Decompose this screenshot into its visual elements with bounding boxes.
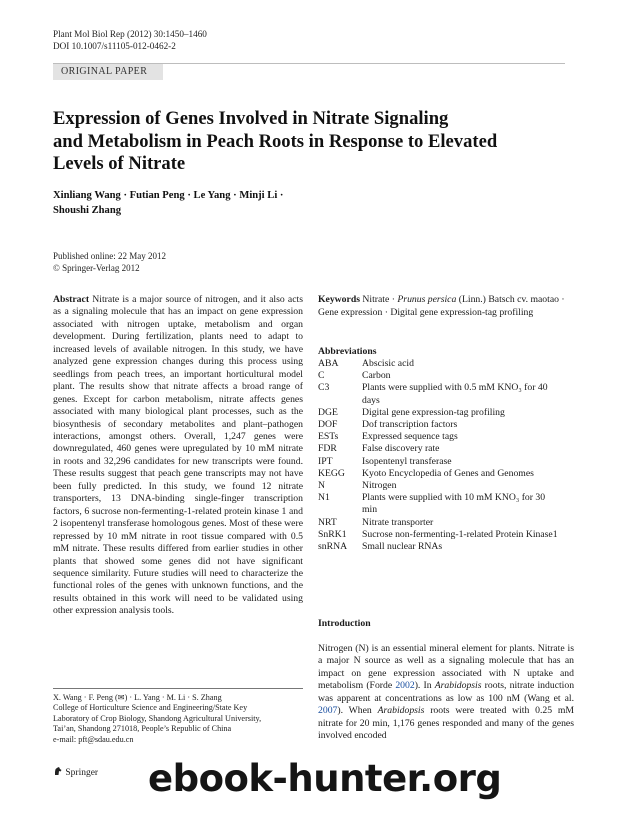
- affiliation: [53, 693, 313, 745]
- springer-knight-icon: [53, 766, 63, 776]
- intro-text: ). In: [414, 680, 432, 692]
- abbreviation-key: snRNA: [318, 541, 348, 553]
- paper-title: [53, 108, 573, 176]
- journal-citation: Plant Mol Biol Rep (2012) 30:1450–1460: [53, 29, 207, 39]
- abbreviation-row: [318, 407, 578, 419]
- introduction-heading: Introduction: [318, 618, 371, 629]
- abbreviation-row: [318, 529, 578, 541]
- abstract-heading: Abstract: [53, 294, 90, 305]
- abbreviation-value: Sucrose non-fermenting-1-related Protein Kinase1: [362, 528, 558, 540]
- abbreviation-row: [318, 541, 578, 553]
- abbreviation-row: [318, 431, 578, 443]
- abbreviation-value: Nitrogen: [362, 480, 397, 492]
- abbreviation-row: [318, 492, 578, 516]
- abbreviation-key: N: [318, 480, 325, 492]
- watermark: ebook-hunter.org: [148, 757, 502, 800]
- keywords: [318, 294, 574, 319]
- abbreviation-value: Small nuclear RNAs: [362, 541, 443, 553]
- abbreviation-key: IPT: [318, 455, 333, 467]
- abbreviation-value: Carbon: [362, 370, 391, 382]
- introduction-text: [318, 643, 574, 743]
- abbreviation-value: Plants were supplied with 0.5 mM KNO₃ for 40 days: [362, 382, 548, 406]
- doi: DOI 10.1007/s11105-012-0462-2: [53, 41, 176, 51]
- publisher-name: Springer: [65, 768, 99, 778]
- abbreviation-value: Nitrate transporter: [362, 516, 434, 528]
- abbreviation-row: [318, 480, 578, 492]
- publication-info: [53, 251, 166, 274]
- abbreviations-heading: Abbreviations: [318, 346, 377, 357]
- intro-text: Nitrogen (N) is an essential mineral element for plants. Nitrate is a major N source as well as a signaling molecule that has an impact on gene expression associated with N uptake and metabolism (Forde: [318, 643, 574, 692]
- intro-species: Arabidopsis: [434, 680, 482, 692]
- title-line: Levels of Nitrate: [53, 153, 186, 174]
- abbreviation-key: DGE: [318, 406, 338, 418]
- abbreviation-value: Dof transcription factors: [362, 419, 458, 431]
- abbreviation-key: NRT: [318, 516, 337, 528]
- abbreviation-key: ABA: [318, 358, 339, 369]
- author-line: Shoushi Zhang: [53, 204, 122, 216]
- affiliation-authors: X. Wang · F. Peng (✉) · L. Yang · M. Li · S. Zhang: [53, 693, 222, 702]
- abstract-text: Nitrate is a major source of nitrogen, and it also acts as a signaling molecule that has an impact on gene expression associated with nitrogen uptake, metabolism and organ development. During fertilization, plants need to adapt to increased levels of available nitrogen. In this study, we have analyzed gene expression changes during this process using seedlings from peach trees, an important horticultural model plant. The results show that nitrate affects a broad range of genes. Except for carbon metabolism, nitrate affects genes associated with many biological plant processes, such as the biosynthesis of secondary metabolites and plant–pathogen interactions, amongst others. Overall, 1,247 genes were downregulated, 460 genes were upregulated by 10 mM nitrate in roots and 32,296 candidates for new transcripts were found. These results suggest that peach gene transcripts may not have been fully predicted. In this study, we found 12 nitrate transporters, 13 DNA-binding single-finger transcription factors, 6 sucrose non-fermenting-1-related protein kinase 1 and 2 isopentenyl transferase homologous genes. Most of these were repressed by 10 mM nitrate in root tissue compared with 0.5 mM nitrate. These results differed from earlier studies in other plants that showed some genes did not have significant sequence similarity. Future studies will need to characterize the functional roles of the genes with unknown functions, and the results obtained in this work will need to be validated using other expression analysis tools.: [53, 294, 303, 617]
- title-line: Expression of Genes Involved in Nitrate Signaling: [53, 108, 449, 129]
- section-banner: [53, 63, 565, 80]
- abbreviation-value: Plants were supplied with 10 mM KNO₃ for 30 min: [362, 492, 546, 516]
- citation-link[interactable]: 2002: [395, 680, 415, 692]
- abbreviation-row: [318, 456, 578, 468]
- citation-link[interactable]: 2007: [318, 705, 338, 717]
- affiliation-line: Laboratory of Crop Biology, Shandong Agricultural University,: [53, 713, 262, 723]
- keywords-text: (Linn.) Batsch cv. maotao · Gene expression · Digital gene expression-tag profiling: [318, 294, 565, 318]
- affiliation-line: Tai’an, Shandong 271018, People’s Republic of China: [53, 724, 232, 734]
- abbreviation-key: KEGG: [318, 467, 345, 479]
- title-line: and Metabolism in Peach Roots in Response to Elevated: [53, 130, 498, 152]
- affiliation-email[interactable]: e-mail: pft@sdau.edu.cn: [53, 734, 134, 744]
- abbreviation-value: Kyoto Encyclopedia of Genes and Genomes: [362, 467, 534, 479]
- keywords-text: Nitrate ·: [362, 294, 395, 305]
- author-list: [53, 189, 283, 218]
- abbreviation-row: [318, 358, 578, 370]
- abbreviation-value: False discovery rate: [362, 443, 440, 455]
- abbreviation-row: [318, 468, 578, 480]
- abbreviation-value: Abscisic acid: [362, 358, 414, 369]
- copyright: © Springer-Verlag 2012: [53, 262, 140, 273]
- abbreviation-key: DOF: [318, 419, 338, 431]
- abbreviation-key: SnRK1: [318, 528, 347, 540]
- keywords-heading: Keywords: [318, 294, 360, 305]
- intro-species: Arabidopsis: [377, 705, 425, 717]
- intro-text: roots, nitrate induction was apparent at concentrations as low as 100 nM (Wang et al.: [318, 680, 575, 704]
- intro-text: ). When: [337, 705, 372, 717]
- abbreviation-row: [318, 382, 578, 406]
- abbreviation-row: [318, 443, 578, 455]
- abbreviation-value: Digital gene expression-tag profiling: [362, 406, 505, 418]
- keyword-species: Prunus persica: [397, 294, 457, 305]
- intro-text: roots were treated with 0.25 mM nitrate for 20 min, 1,176 genes responded and many of the genes involved encoded: [318, 705, 575, 742]
- abbreviation-key: C3: [318, 382, 330, 394]
- abstract: [53, 294, 303, 618]
- abbreviation-row: [318, 419, 578, 431]
- abbreviations-list: [318, 358, 578, 553]
- affiliation-line: College of Horticulture Science and Engineering/State Key: [53, 703, 248, 713]
- publisher-footer: [53, 766, 98, 778]
- abbreviation-row: [318, 517, 578, 529]
- abbreviation-key: C: [318, 370, 325, 382]
- author-line: Xinliang Wang · Futian Peng · Le Yang · Minji Li ·: [53, 190, 284, 201]
- abbreviation-row: [318, 370, 578, 382]
- affiliation-divider: [53, 688, 303, 689]
- abbreviation-value: Expressed sequence tags: [362, 431, 458, 443]
- abbreviation-value: Isopentenyl transferase: [362, 455, 452, 467]
- abbreviation-key: FDR: [318, 443, 337, 455]
- abbreviation-key: ESTs: [318, 431, 339, 443]
- section-label: ORIGINAL PAPER: [61, 66, 148, 77]
- published-date: Published online: 22 May 2012: [53, 251, 166, 261]
- journal-header: [53, 28, 207, 52]
- abbreviation-key: N1: [318, 492, 330, 504]
